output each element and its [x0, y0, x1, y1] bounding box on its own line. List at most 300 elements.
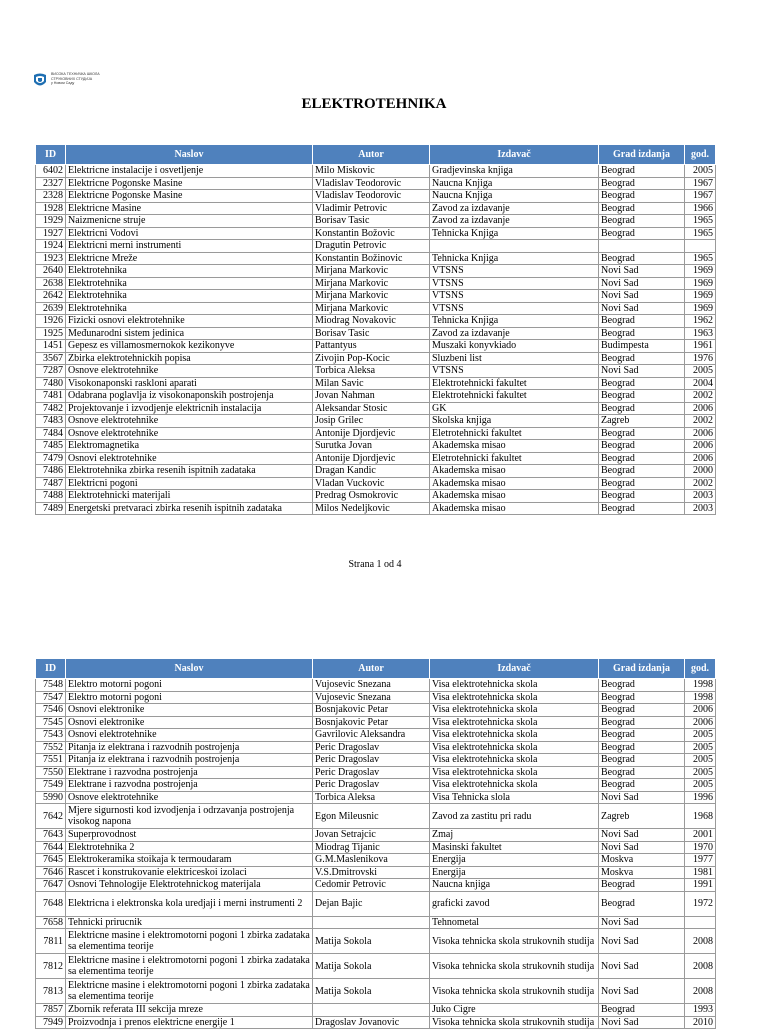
cell-id: 7547: [36, 691, 66, 704]
cell-author: Antonije Djordjevic: [313, 452, 430, 465]
cell-author: Jovan Setrajcic: [313, 829, 430, 842]
cell-title: Fizicki osnovi elektrotehnike: [66, 315, 313, 328]
cell-id: 1929: [36, 215, 66, 228]
cell-id: 2642: [36, 290, 66, 303]
cell-id: 3567: [36, 352, 66, 365]
cell-city: Novi Sad: [599, 277, 685, 290]
cell-city: Beograd: [599, 202, 685, 215]
cell-publisher: Zavod za zastitu pri radu: [430, 804, 599, 829]
cell-title: Rascet i konstrukovanie elektriceskoi izolaci: [66, 866, 313, 879]
cell-author: Dragan Kandic: [313, 465, 430, 478]
cell-publisher: Akademska misao: [430, 440, 599, 453]
cell-year: 2005: [685, 729, 716, 742]
cell-title: Elektrokeramika stoikaja k termoudaram: [66, 854, 313, 867]
cell-id: 1927: [36, 227, 66, 240]
cell-id: 6402: [36, 165, 66, 178]
cell-id: 7658: [36, 916, 66, 929]
table-row: [36, 891, 716, 916]
cell-id: 7487: [36, 477, 66, 490]
cell-city: Moskva: [599, 866, 685, 879]
cell-title: Osnove elektrotehnike: [66, 415, 313, 428]
cell-id: 1925: [36, 327, 66, 340]
column-header-publisher: Izdavač: [430, 145, 599, 165]
cell-title: Elektricne masine i elektromotorni pogoni 1 zbirka zadataka sa elementima teorije: [66, 954, 313, 979]
cell-city: Beograd: [599, 891, 685, 916]
cell-city: Zagreb: [599, 804, 685, 829]
column-header-title: Naslov: [66, 145, 313, 165]
cell-author: Surutka Jovan: [313, 440, 430, 453]
cell-city: Beograd: [599, 452, 685, 465]
cell-city: Beograd: [599, 490, 685, 503]
cell-id: 7857: [36, 1004, 66, 1017]
cell-year: 2005: [685, 365, 716, 378]
cell-publisher: Visoka tehnicka skola strukovnih studija: [430, 954, 599, 979]
cell-city: Beograd: [599, 779, 685, 792]
cell-title: Osnovi elektrotehnike: [66, 452, 313, 465]
cell-publisher: Visa elektrotehnicka skola: [430, 754, 599, 767]
cell-author: Matija Sokola: [313, 929, 430, 954]
cell-id: 2640: [36, 265, 66, 278]
table-row: [36, 177, 716, 190]
cell-title: Odabrana poglavlja iz visokonaponskih postrojenja: [66, 390, 313, 403]
cell-title: Osnove elektrotehnike: [66, 427, 313, 440]
cell-author: Borisav Tasic: [313, 215, 430, 228]
table-row: [36, 741, 716, 754]
table-row: [36, 340, 716, 353]
cell-author: Vladan Vuckovic: [313, 477, 430, 490]
cell-author: Predrag Osmokrovic: [313, 490, 430, 503]
cell-author: [313, 916, 430, 929]
cell-title: Projektovanje i izvodjenje elektricnih instalacija: [66, 402, 313, 415]
cell-city: Novi Sad: [599, 829, 685, 842]
table-row: [36, 916, 716, 929]
cell-year: 1972: [685, 891, 716, 916]
cell-author: Vladimir Petrovic: [313, 202, 430, 215]
table-row: [36, 402, 716, 415]
cell-city: Beograd: [599, 679, 685, 692]
cell-year: 2004: [685, 377, 716, 390]
cell-publisher: VTSNS: [430, 265, 599, 278]
cell-id: 1451: [36, 340, 66, 353]
cell-year: 1993: [685, 1004, 716, 1017]
table-row: [36, 679, 716, 692]
table-row: [36, 716, 716, 729]
cell-city: Novi Sad: [599, 265, 685, 278]
cell-year: 1977: [685, 854, 716, 867]
logo-line-1: ВИСОКА ТЕХНИЧКА ШКОЛА: [51, 72, 100, 76]
cell-city: Beograd: [599, 427, 685, 440]
cell-title: Naizmenicne struje: [66, 215, 313, 228]
cell-city: Beograd: [599, 716, 685, 729]
cell-publisher: Zavod za izdavanje: [430, 202, 599, 215]
table-row: [36, 290, 716, 303]
cell-year: 1967: [685, 190, 716, 203]
column-header-publisher: Izdavač: [430, 659, 599, 679]
cell-author: Peric Dragoslav: [313, 741, 430, 754]
table-row: [36, 729, 716, 742]
cell-author: Torbica Aleksa: [313, 365, 430, 378]
column-header-author: Autor: [313, 659, 430, 679]
cell-year: 1967: [685, 177, 716, 190]
table-row: [36, 277, 716, 290]
cell-city: Beograd: [599, 477, 685, 490]
cell-id: 2327: [36, 177, 66, 190]
school-logo: [33, 72, 100, 90]
cell-id: 7551: [36, 754, 66, 767]
cell-year: 1970: [685, 841, 716, 854]
cell-author: Josip Grilec: [313, 415, 430, 428]
cell-author: Peric Dragoslav: [313, 779, 430, 792]
table-row: [36, 754, 716, 767]
cell-title: Elektricne Masine: [66, 202, 313, 215]
cell-publisher: Visa elektrotehnicka skola: [430, 704, 599, 717]
cell-author: Antonije Djordjevic: [313, 427, 430, 440]
table-row: [36, 854, 716, 867]
cell-year: 2005: [685, 766, 716, 779]
cell-publisher: graficki zavod: [430, 891, 599, 916]
table-row: [36, 954, 716, 979]
cell-id: 7488: [36, 490, 66, 503]
table-row: [36, 190, 716, 203]
cell-publisher: Visa elektrotehnicka skola: [430, 779, 599, 792]
cell-title: Elektrotehnika: [66, 265, 313, 278]
cell-year: 1969: [685, 265, 716, 278]
books-table-page-2: [35, 658, 716, 1029]
cell-author: Mirjana Markovic: [313, 302, 430, 315]
cell-title: Gepesz es villamosmernokok kezikonyve: [66, 340, 313, 353]
cell-publisher: GK: [430, 402, 599, 415]
cell-publisher: Akademska misao: [430, 477, 599, 490]
table-row: [36, 502, 716, 515]
table-row: [36, 415, 716, 428]
cell-city: Novi Sad: [599, 290, 685, 303]
page-footer: Strana 1 od 4: [348, 559, 402, 570]
cell-author: Zivojin Pop-Kocic: [313, 352, 430, 365]
table-row: [36, 390, 716, 403]
cell-title: Zbornik referata III sekcija mreze: [66, 1004, 313, 1017]
column-header-author: Autor: [313, 145, 430, 165]
cell-id: 5990: [36, 791, 66, 804]
cell-id: 1926: [36, 315, 66, 328]
table-header-row: [36, 659, 716, 679]
cell-title: Elektricne instalacije i osvetljenje: [66, 165, 313, 178]
cell-id: 7483: [36, 415, 66, 428]
table-row: [36, 804, 716, 829]
cell-id: 2638: [36, 277, 66, 290]
cell-author: Peric Dragoslav: [313, 754, 430, 767]
table-row: [36, 490, 716, 503]
cell-city: Novi Sad: [599, 929, 685, 954]
cell-title: Osnove elektrotehnike: [66, 365, 313, 378]
cell-year: 2005: [685, 779, 716, 792]
cell-id: 1924: [36, 240, 66, 253]
cell-author: [313, 1004, 430, 1017]
table-row: [36, 265, 716, 278]
cell-year: 1998: [685, 691, 716, 704]
table-row: [36, 352, 716, 365]
cell-publisher: Masinski fakultet: [430, 841, 599, 854]
cell-city: Beograd: [599, 440, 685, 453]
cell-title: Osnovi elektrotehnike: [66, 729, 313, 742]
cell-city: Beograd: [599, 215, 685, 228]
cell-city: Beograd: [599, 352, 685, 365]
cell-city: Novi Sad: [599, 791, 685, 804]
cell-author: Vladislav Teodorovic: [313, 177, 430, 190]
cell-year: 1981: [685, 866, 716, 879]
cell-publisher: Elektrotehnicki fakultet: [430, 390, 599, 403]
cell-city: Beograd: [599, 691, 685, 704]
cell-publisher: Muszaki konyvkiado: [430, 340, 599, 353]
cell-city: Novi Sad: [599, 916, 685, 929]
table-row: [36, 452, 716, 465]
logo-line-2: СТРУКОВНИХ СТУДИЈА: [51, 76, 93, 81]
cell-id: 7647: [36, 879, 66, 892]
cell-title: Energetski pretvaraci zbirka resenih ispitnih zadataka: [66, 502, 313, 515]
cell-publisher: Eletrotehnicki fakultet: [430, 452, 599, 465]
cell-author: Pattantyus: [313, 340, 430, 353]
table-row: [36, 252, 716, 265]
cell-year: 1969: [685, 277, 716, 290]
cell-id: 7648: [36, 891, 66, 916]
table-row: [36, 691, 716, 704]
cell-city: Novi Sad: [599, 841, 685, 854]
cell-publisher: Visa Tehnicka slola: [430, 791, 599, 804]
cell-publisher: Tehnicka Knjiga: [430, 252, 599, 265]
cell-id: 7545: [36, 716, 66, 729]
cell-id: 7644: [36, 841, 66, 854]
cell-year: 1965: [685, 227, 716, 240]
cell-year: 2003: [685, 502, 716, 515]
cell-year: 2006: [685, 402, 716, 415]
logo-text: [51, 72, 100, 86]
cell-year: 1965: [685, 215, 716, 228]
column-header-id: ID: [36, 145, 66, 165]
cell-author: Vladislav Teodorovic: [313, 190, 430, 203]
cell-city: Beograd: [599, 252, 685, 265]
cell-city: Beograd: [599, 402, 685, 415]
cell-title: Elektricne Pogonske Masine: [66, 190, 313, 203]
cell-title: Osnovi Tehnologije Elektrotehnickog materijala: [66, 879, 313, 892]
table-row: [36, 766, 716, 779]
cell-id: 7811: [36, 929, 66, 954]
cell-publisher: VTSNS: [430, 365, 599, 378]
cell-id: 7550: [36, 766, 66, 779]
cell-publisher: Akademska misao: [430, 502, 599, 515]
cell-id: 7548: [36, 679, 66, 692]
cell-id: 1923: [36, 252, 66, 265]
column-header-year: god.: [685, 659, 716, 679]
cell-author: Peric Dragoslav: [313, 766, 430, 779]
cell-publisher: Akademska misao: [430, 490, 599, 503]
column-header-city: Grad izdanja: [599, 659, 685, 679]
cell-title: Elektromagnetika: [66, 440, 313, 453]
document-title: ELEKTROTEHNIKA: [301, 96, 447, 112]
cell-year: 2002: [685, 390, 716, 403]
cell-author: Bosnjakovic Petar: [313, 704, 430, 717]
cell-id: 7486: [36, 465, 66, 478]
cell-author: Konstantin Božovic: [313, 227, 430, 240]
cell-city: Novi Sad: [599, 954, 685, 979]
column-header-year: god.: [685, 145, 716, 165]
cell-city: Zagreb: [599, 415, 685, 428]
cell-author: Miodrag Novakovic: [313, 315, 430, 328]
cell-author: Milos Nedeljkovic: [313, 502, 430, 515]
cell-year: 2003: [685, 490, 716, 503]
cell-title: Elektrotehnika: [66, 302, 313, 315]
cell-title: Zbirka elektrotehnickih popisa: [66, 352, 313, 365]
cell-publisher: VTSNS: [430, 277, 599, 290]
cell-city: Beograd: [599, 465, 685, 478]
cell-title: Elektrotehnika zbirka resenih ispitnih zadataka: [66, 465, 313, 478]
cell-year: 1969: [685, 302, 716, 315]
table-row: [36, 227, 716, 240]
cell-publisher: VTSNS: [430, 290, 599, 303]
cell-publisher: Tehnicka Knjiga: [430, 227, 599, 240]
logo-line-3: у Новом Саду: [51, 81, 75, 86]
table-row: [36, 879, 716, 892]
cell-city: [599, 240, 685, 253]
cell-year: 1976: [685, 352, 716, 365]
cell-city: Beograd: [599, 177, 685, 190]
cell-city: Novi Sad: [599, 302, 685, 315]
cell-year: 1961: [685, 340, 716, 353]
cell-publisher: Elektrotehnicki fakultet: [430, 377, 599, 390]
table-row: [36, 1004, 716, 1017]
cell-id: 7482: [36, 402, 66, 415]
table-row: [36, 477, 716, 490]
cell-publisher: Visoka tehnicka skola strukovnih studija: [430, 929, 599, 954]
cell-author: Aleksandar Stosic: [313, 402, 430, 415]
cell-title: Elektro motorni pogoni: [66, 679, 313, 692]
cell-city: Beograd: [599, 741, 685, 754]
cell-city: Beograd: [599, 377, 685, 390]
cell-title: Elektrane i razvodna postrojenja: [66, 766, 313, 779]
cell-year: 2008: [685, 929, 716, 954]
cell-publisher: Visoka tehnicka skola strukovnih studija: [430, 1016, 599, 1029]
table-row: [36, 929, 716, 954]
cell-title: Međunarodni sistem jedinica: [66, 327, 313, 340]
cell-title: Elektricna i elektronska kola uredjaji i merni instrumenti 2: [66, 891, 313, 916]
cell-author: Dejan Bajic: [313, 891, 430, 916]
cell-publisher: Energija: [430, 854, 599, 867]
cell-city: Beograd: [599, 190, 685, 203]
cell-title: Superprovodnost: [66, 829, 313, 842]
cell-id: 7812: [36, 954, 66, 979]
cell-author: Borisav Tasic: [313, 327, 430, 340]
table-row: [36, 302, 716, 315]
cell-author: Mirjana Markovic: [313, 265, 430, 278]
cell-publisher: Tehnometal: [430, 916, 599, 929]
cell-publisher: Akademska misao: [430, 465, 599, 478]
cell-publisher: Naucna Knjiga: [430, 190, 599, 203]
cell-city: Beograd: [599, 315, 685, 328]
cell-year: 2002: [685, 415, 716, 428]
cell-title: Elektrotehnika: [66, 277, 313, 290]
cell-title: Pitanja iz elektrana i razvodnih postrojenja: [66, 741, 313, 754]
cell-city: Novi Sad: [599, 1016, 685, 1029]
cell-publisher: Visa elektrotehnicka skola: [430, 741, 599, 754]
cell-title: Elektricni Vodovi: [66, 227, 313, 240]
table-row: [36, 779, 716, 792]
cell-id: 7949: [36, 1016, 66, 1029]
cell-author: Bosnjakovic Petar: [313, 716, 430, 729]
cell-city: Novi Sad: [599, 365, 685, 378]
cell-year: 2006: [685, 440, 716, 453]
cell-city: Beograd: [599, 327, 685, 340]
cell-id: 7484: [36, 427, 66, 440]
cell-city: Moskva: [599, 854, 685, 867]
cell-year: 2005: [685, 754, 716, 767]
table-row: [36, 427, 716, 440]
table-row: [36, 1016, 716, 1029]
table-body: [36, 679, 716, 1029]
cell-year: 1966: [685, 202, 716, 215]
cell-id: 7489: [36, 502, 66, 515]
table-body: [36, 165, 716, 515]
table-row: [36, 841, 716, 854]
cell-city: Budimpesta: [599, 340, 685, 353]
cell-year: 2006: [685, 716, 716, 729]
table-row: [36, 791, 716, 804]
cell-city: Beograd: [599, 165, 685, 178]
cell-publisher: Tehnicka Knjiga: [430, 315, 599, 328]
cell-year: 2005: [685, 165, 716, 178]
cell-id: 7546: [36, 704, 66, 717]
cell-publisher: [430, 240, 599, 253]
cell-publisher: Juko Cigre: [430, 1004, 599, 1017]
cell-city: Beograd: [599, 390, 685, 403]
cell-year: 2010: [685, 1016, 716, 1029]
cell-year: 1991: [685, 879, 716, 892]
cell-city: Beograd: [599, 1004, 685, 1017]
table-row: [36, 327, 716, 340]
cell-title: Proizvodnja i prenos elektricne energije 1: [66, 1016, 313, 1029]
cell-title: Osnovi elektronike: [66, 704, 313, 717]
table-row: [36, 829, 716, 842]
cell-year: 2006: [685, 427, 716, 440]
cell-author: Matija Sokola: [313, 979, 430, 1004]
cell-year: [685, 240, 716, 253]
cell-title: Elektricne Pogonske Masine: [66, 177, 313, 190]
cell-city: Beograd: [599, 502, 685, 515]
cell-id: 7813: [36, 979, 66, 1004]
cell-publisher: Visa elektrotehnicka skola: [430, 716, 599, 729]
cell-title: Elektricne Mreže: [66, 252, 313, 265]
table-row: [36, 165, 716, 178]
cell-city: Beograd: [599, 729, 685, 742]
cell-publisher: Visa elektrotehnicka skola: [430, 679, 599, 692]
cell-title: Visokonaponski raskloni aparati: [66, 377, 313, 390]
cell-title: Elektro motorni pogoni: [66, 691, 313, 704]
cell-author: Cedomir Petrovic: [313, 879, 430, 892]
cell-title: Elektrane i razvodna postrojenja: [66, 779, 313, 792]
cell-title: Tehnicki prirucnik: [66, 916, 313, 929]
cell-id: 7642: [36, 804, 66, 829]
cell-id: 1928: [36, 202, 66, 215]
table-row: [36, 979, 716, 1004]
cell-publisher: Energija: [430, 866, 599, 879]
school-emblem-icon: [33, 72, 48, 90]
cell-publisher: Skolska knjiga: [430, 415, 599, 428]
cell-year: 2006: [685, 704, 716, 717]
cell-id: 7643: [36, 829, 66, 842]
cell-id: 7549: [36, 779, 66, 792]
cell-title: Elektrotehnika: [66, 290, 313, 303]
cell-author: Mirjana Markovic: [313, 277, 430, 290]
cell-author: Milo Miskovic: [313, 165, 430, 178]
cell-publisher: Visa elektrotehnicka skola: [430, 729, 599, 742]
table-header-row: [36, 145, 716, 165]
